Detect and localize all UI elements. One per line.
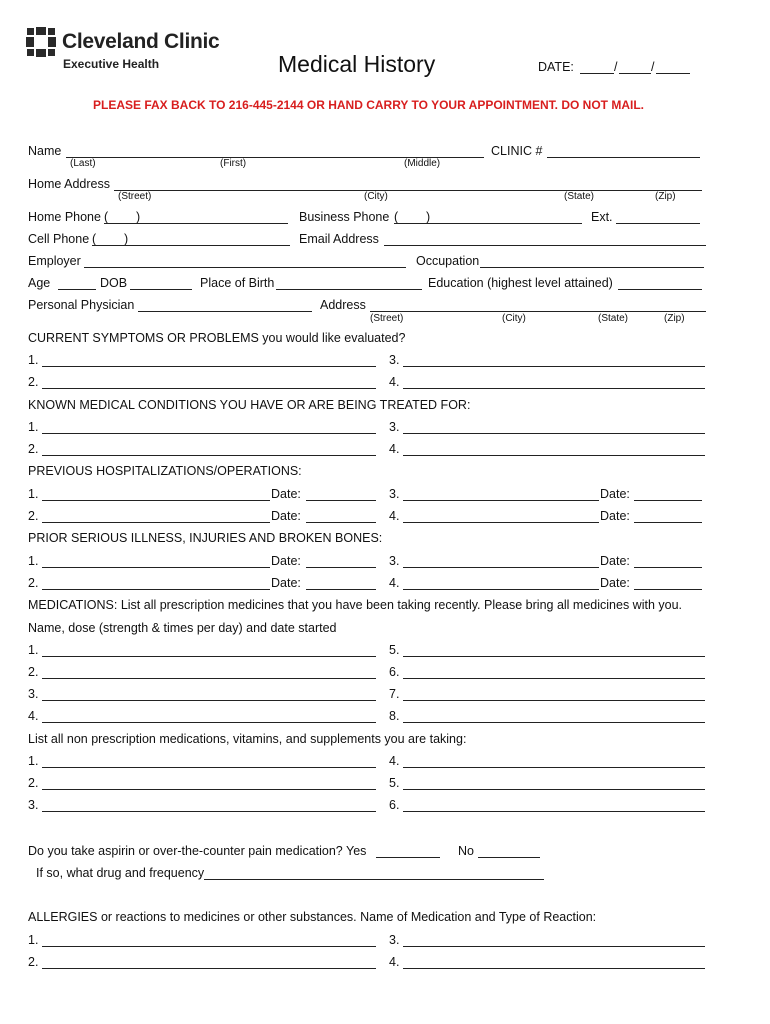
- medication-number: 4.: [28, 709, 39, 723]
- allergy-field-1[interactable]: [42, 946, 376, 947]
- illness-date-label: Date:: [271, 576, 301, 590]
- nonprescription-number: 2.: [28, 776, 39, 790]
- allergy-number: 1.: [28, 933, 39, 947]
- nonprescription-field-2[interactable]: [42, 789, 376, 790]
- state-sublabel: (State): [564, 191, 595, 202]
- logo-name: Cleveland Clinic: [62, 30, 220, 53]
- physician-state-sublabel: (State): [598, 313, 629, 324]
- hospitalization-date-label: Date:: [600, 487, 630, 501]
- allergy-field-2[interactable]: [42, 968, 376, 969]
- illness-heading: PRIOR SERIOUS ILLNESS, INJURIES AND BROKEN BONES:: [28, 531, 383, 545]
- logo: [26, 27, 56, 57]
- aspirin-yes-field[interactable]: [376, 857, 440, 858]
- medication-field-1[interactable]: [42, 656, 376, 657]
- medication-number: 3.: [28, 687, 39, 701]
- allergy-number: 4.: [389, 955, 400, 969]
- medication-field-4[interactable]: [42, 722, 376, 723]
- medication-number: 7.: [389, 687, 400, 701]
- business-phone-field[interactable]: [394, 223, 582, 224]
- aspirin-drug-frequency-field[interactable]: [204, 879, 544, 880]
- age-field[interactable]: [58, 289, 96, 290]
- physician-address-label: Address: [320, 298, 366, 312]
- aspirin-no-label: No: [458, 844, 474, 858]
- nonprescription-field-1[interactable]: [42, 767, 376, 768]
- condition-field-3[interactable]: [403, 433, 705, 434]
- physician-address-field[interactable]: [370, 311, 706, 312]
- hospitalization-field-3[interactable]: [403, 500, 599, 501]
- date-label: DATE:: [538, 60, 574, 74]
- physician-street-sublabel: (Street): [370, 313, 404, 324]
- medication-field-5[interactable]: [403, 656, 705, 657]
- email-field[interactable]: [384, 245, 706, 246]
- clinic-label: CLINIC #: [491, 144, 543, 158]
- symptom-number: 2.: [28, 375, 39, 389]
- conditions-heading: KNOWN MEDICAL CONDITIONS YOU HAVE OR ARE BEING TREATED FOR:: [28, 398, 471, 412]
- business-phone-label: Business Phone: [299, 210, 390, 224]
- nonprescription-number: 3.: [28, 798, 39, 812]
- hospitalization-date-field-1[interactable]: [306, 500, 376, 501]
- hospitalization-date-field-4[interactable]: [634, 522, 702, 523]
- symptoms-heading: CURRENT SYMPTOMS OR PROBLEMS you would like evaluated?: [28, 331, 406, 345]
- illness-number: 1.: [28, 554, 39, 568]
- business-phone-paren-open: (: [394, 210, 399, 224]
- condition-field-2[interactable]: [42, 455, 376, 456]
- nonprescription-number: 6.: [389, 798, 400, 812]
- name-label: Name: [28, 144, 62, 158]
- illness-date-field-1[interactable]: [306, 567, 376, 568]
- illness-field-1[interactable]: [42, 567, 270, 568]
- fax-notice: PLEASE FAX BACK TO 216-445-2144 OR HAND CARRY TO YOUR APPOINTMENT. DO NOT MAIL.: [93, 98, 644, 112]
- hospitalization-number: 3.: [389, 487, 400, 501]
- condition-number: 1.: [28, 420, 39, 434]
- home-phone-paren-open: (: [104, 210, 109, 224]
- date-year-field[interactable]: [656, 73, 690, 74]
- hospitalization-date-field-3[interactable]: [634, 500, 702, 501]
- nonprescription-number: 1.: [28, 754, 39, 768]
- illness-number: 3.: [389, 554, 400, 568]
- ext-field[interactable]: [616, 223, 700, 224]
- medication-field-8[interactable]: [403, 722, 705, 723]
- allergies-heading: ALLERGIES or reactions to medicines or other substances. Name of Medication and Type of Reaction:: [28, 910, 597, 924]
- hospitalization-date-label: Date:: [271, 509, 301, 523]
- nonprescription-field-3[interactable]: [42, 811, 376, 812]
- hospitalization-date-label: Date:: [600, 509, 630, 523]
- hospitalization-number: 4.: [389, 509, 400, 523]
- physician-field[interactable]: [138, 311, 312, 312]
- business-phone-paren-close: ): [426, 210, 431, 224]
- illness-date-field-3[interactable]: [634, 567, 702, 568]
- medications-heading: MEDICATIONS: List all prescription medicines that you have been taking recently. Please bring all medicines with you.: [28, 598, 683, 612]
- hospitalization-date-label: Date:: [271, 487, 301, 501]
- cell-phone-label: Cell Phone: [28, 232, 90, 246]
- hospitalization-field-1[interactable]: [42, 500, 270, 501]
- dob-label: DOB: [100, 276, 128, 290]
- hospitalization-field-4[interactable]: [403, 522, 599, 523]
- condition-field-1[interactable]: [42, 433, 376, 434]
- illness-date-label: Date:: [600, 554, 630, 568]
- illness-number: 2.: [28, 576, 39, 590]
- education-field[interactable]: [618, 289, 702, 290]
- illness-date-field-4[interactable]: [634, 589, 702, 590]
- age-label: Age: [28, 276, 51, 290]
- ext-label: Ext.: [591, 210, 613, 224]
- page-title: Medical History: [278, 51, 436, 77]
- city-sublabel: (City): [364, 191, 388, 202]
- medication-field-6[interactable]: [403, 678, 705, 679]
- hospitalization-field-2[interactable]: [42, 522, 270, 523]
- cell-phone-field[interactable]: [92, 245, 290, 246]
- allergy-field-3[interactable]: [403, 946, 705, 947]
- condition-number: 3.: [389, 420, 400, 434]
- aspirin-if-so-label: If so, what drug and frequency: [36, 866, 205, 880]
- occupation-label: Occupation: [416, 254, 480, 268]
- illness-field-3[interactable]: [403, 567, 599, 568]
- education-label: Education (highest level attained): [428, 276, 613, 290]
- home-phone-label: Home Phone: [28, 210, 101, 224]
- cell-phone-paren-open: (: [92, 232, 97, 246]
- hospitalization-number: 2.: [28, 509, 39, 523]
- home-address-field[interactable]: [114, 190, 702, 191]
- birthplace-field[interactable]: [276, 289, 422, 290]
- clinic-field[interactable]: [547, 157, 700, 158]
- nonprescription-field-4[interactable]: [403, 767, 705, 768]
- medication-number: 2.: [28, 665, 39, 679]
- date-separator: /: [651, 60, 655, 74]
- medication-field-7[interactable]: [403, 700, 705, 701]
- cleveland-clinic-cross-logo-icon: [26, 27, 56, 57]
- allergy-number: 2.: [28, 955, 39, 969]
- condition-number: 2.: [28, 442, 39, 456]
- hospitalization-number: 1.: [28, 487, 39, 501]
- symptom-field-1[interactable]: [42, 366, 376, 367]
- dob-field[interactable]: [130, 289, 192, 290]
- symptom-field-3[interactable]: [403, 366, 705, 367]
- nonprescription-number: 5.: [389, 776, 400, 790]
- email-label: Email Address: [299, 232, 379, 246]
- physician-city-sublabel: (City): [502, 313, 526, 324]
- nonprescription-heading: List all non prescription medications, vitamins, and supplements you are taking:: [28, 732, 467, 746]
- condition-field-4[interactable]: [403, 455, 705, 456]
- middle-sublabel: (Middle): [404, 158, 441, 169]
- allergy-number: 3.: [389, 933, 400, 947]
- occupation-field[interactable]: [480, 267, 704, 268]
- nonprescription-field-6[interactable]: [403, 811, 705, 812]
- nonprescription-number: 4.: [389, 754, 400, 768]
- symptom-field-2[interactable]: [42, 388, 376, 389]
- home-phone-paren-close: ): [136, 210, 141, 224]
- physician-label: Personal Physician: [28, 298, 135, 312]
- home-address-label: Home Address: [28, 177, 110, 191]
- illness-field-2[interactable]: [42, 589, 270, 590]
- physician-zip-sublabel: (Zip): [664, 313, 685, 324]
- last-sublabel: (Last): [70, 158, 96, 169]
- illness-field-4[interactable]: [403, 589, 599, 590]
- first-sublabel: (First): [220, 158, 247, 169]
- medications-subheading: Name, dose (strength & times per day) and date started: [28, 621, 337, 635]
- medication-number: 5.: [389, 643, 400, 657]
- street-sublabel: (Street): [118, 191, 152, 202]
- symptom-field-4[interactable]: [403, 388, 705, 389]
- zip-sublabel: (Zip): [655, 191, 676, 202]
- condition-number: 4.: [389, 442, 400, 456]
- logo-subtitle: Executive Health: [63, 57, 160, 71]
- employer-field[interactable]: [84, 267, 406, 268]
- home-phone-field[interactable]: [104, 223, 288, 224]
- illness-number: 4.: [389, 576, 400, 590]
- medication-field-3[interactable]: [42, 700, 376, 701]
- date-month-field[interactable]: [580, 73, 614, 74]
- aspirin-question: Do you take aspirin or over-the-counter pain medication? Yes: [28, 844, 367, 858]
- date-day-field[interactable]: [619, 73, 651, 74]
- aspirin-no-field[interactable]: [478, 857, 540, 858]
- illness-date-field-2[interactable]: [306, 589, 376, 590]
- symptom-number: 1.: [28, 353, 39, 367]
- cell-phone-paren-close: ): [124, 232, 129, 246]
- illness-date-label: Date:: [600, 576, 630, 590]
- symptom-number: 3.: [389, 353, 400, 367]
- hospitalization-date-field-2[interactable]: [306, 522, 376, 523]
- medication-field-2[interactable]: [42, 678, 376, 679]
- medication-number: 1.: [28, 643, 39, 657]
- medication-number: 8.: [389, 709, 400, 723]
- birthplace-label: Place of Birth: [200, 276, 275, 290]
- medication-number: 6.: [389, 665, 400, 679]
- allergy-field-4[interactable]: [403, 968, 705, 969]
- illness-date-label: Date:: [271, 554, 301, 568]
- date-separator: /: [614, 60, 618, 74]
- employer-label: Employer: [28, 254, 81, 268]
- hospitalizations-heading: PREVIOUS HOSPITALIZATIONS/OPERATIONS:: [28, 464, 302, 478]
- nonprescription-field-5[interactable]: [403, 789, 705, 790]
- symptom-number: 4.: [389, 375, 400, 389]
